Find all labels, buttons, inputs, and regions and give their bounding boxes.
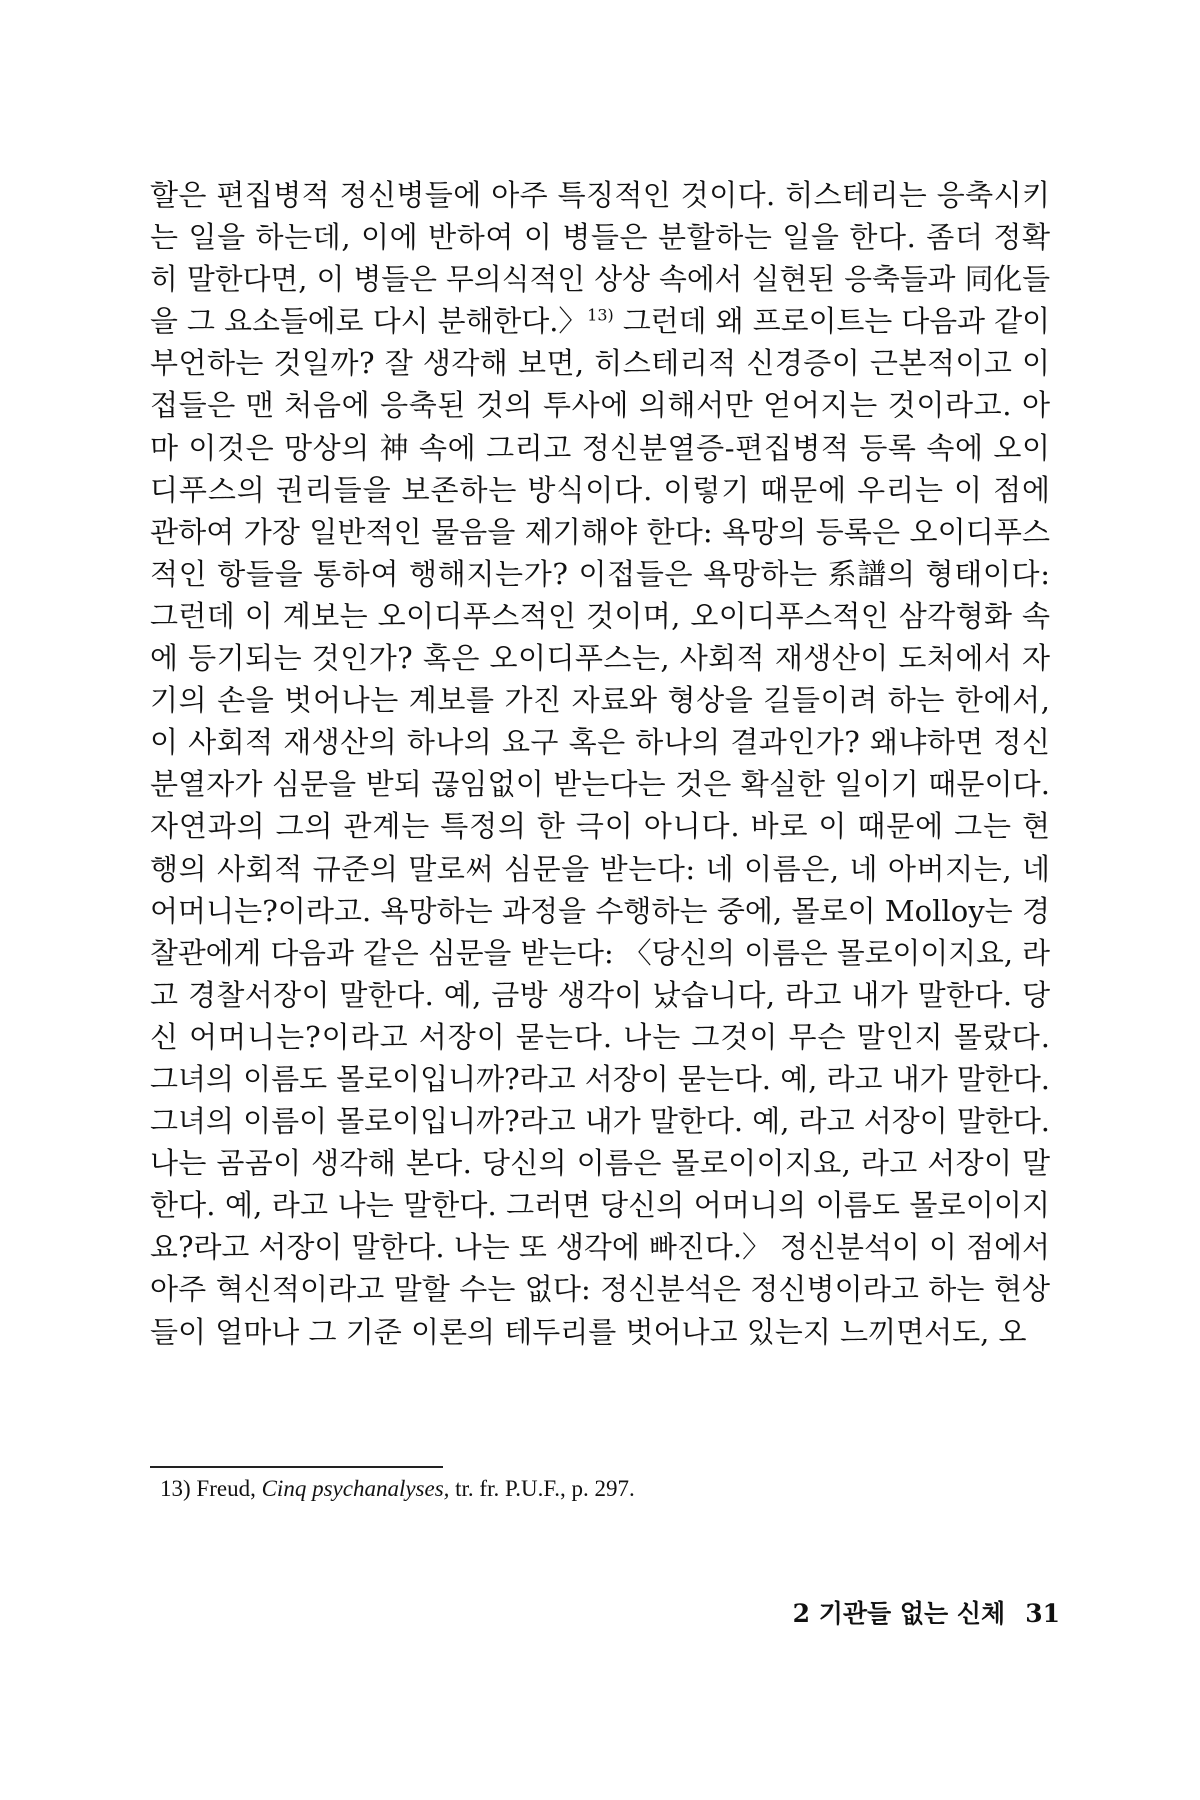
text-line <box>150 932 1050 974</box>
text-line <box>150 1058 1050 1100</box>
text-line <box>150 721 1050 763</box>
footnote-reference: 13) <box>587 305 614 325</box>
text-line <box>150 890 1050 932</box>
text-line <box>150 805 1050 847</box>
footnote-rule <box>150 1466 443 1468</box>
chapter-title: 2 기관들 없는 신체 <box>792 1599 1006 1628</box>
text-line <box>150 848 1050 890</box>
text-line <box>150 216 1050 258</box>
text-line-content <box>150 1142 1050 1184</box>
text-run: 적인 항들을 통하여 행해지는가? 이접들은 욕망하는 系譜의 형태이다: <box>150 556 1051 591</box>
text-line-content <box>150 511 1050 553</box>
text-line-content <box>150 890 1050 932</box>
text-line-content <box>150 1058 1050 1100</box>
text-run: 그런데 이 계보는 오이디푸스적인 것이며, 오이디푸스적인 삼각형화 속 <box>150 598 1051 633</box>
text-line <box>150 1100 1050 1142</box>
text-run: 어머니는?이라고. 욕망하는 과정을 수행하는 중에, 몰로이 Molloy는 경 <box>150 893 1051 928</box>
text-line <box>150 637 1050 679</box>
text-line-content <box>150 216 1051 258</box>
body-text <box>150 174 1050 1353</box>
text-run: 그녀의 이름도 몰로이입니까?라고 서장이 묻는다. 예, 라고 내가 말한다. <box>150 1061 1050 1096</box>
text-line-content <box>150 1016 1051 1058</box>
text-run: 히 말한다면, 이 병들은 무의식적인 상상 속에서 실현된 응축들과 同化들 <box>150 262 1050 297</box>
text-run: 아주 혁신적이라고 말할 수는 없다: 정신분석은 정신병이라고 하는 현상 <box>150 1272 1051 1307</box>
text-line-content <box>150 384 1051 426</box>
footnote <box>160 1476 635 1502</box>
text-line <box>150 553 1050 595</box>
text-line <box>150 595 1050 637</box>
text-run: 들이 얼마나 그 기준 이론의 테두리를 벗어나고 있는지 느끼면서도, 오 <box>150 1314 1027 1349</box>
text-line <box>150 258 1050 300</box>
text-line <box>150 763 1050 805</box>
text-line-content <box>150 974 1050 1016</box>
text-run: 신 어머니는?이라고 서장이 묻는다. 나는 그것이 무슨 말인지 몰랐다. <box>150 1019 1051 1054</box>
text-run: 요?라고 서장이 말한다. 나는 또 생각에 빠진다.〉 정신분석이 이 점에서 <box>150 1230 1050 1265</box>
footnote-marker: 13) <box>160 1476 191 1501</box>
text-line <box>150 174 1050 216</box>
text-line <box>150 1184 1050 1226</box>
text-run: 나는 곰곰이 생각해 본다. 당신의 이름은 몰로이이지요, 라고 서장이 말 <box>150 1146 1051 1181</box>
text-line-content <box>150 1184 1050 1226</box>
text-line-content <box>150 637 1050 679</box>
text-line <box>150 974 1050 1016</box>
text-line-content <box>150 342 1050 384</box>
text-line <box>150 384 1050 426</box>
text-line <box>150 342 1050 384</box>
text-line-content <box>150 300 1050 342</box>
text-run: 분열자가 심문을 받되 끊임없이 받는다는 것은 확실한 일이기 때문이다. <box>150 767 1051 802</box>
text-run: 디푸스의 권리들을 보존하는 방식이다. 이렇기 때문에 우리는 이 점에 <box>150 472 1051 507</box>
text-line-content <box>150 174 1050 216</box>
text-line-content <box>150 805 1051 847</box>
text-line <box>150 427 1050 469</box>
text-line-content <box>150 1268 1050 1310</box>
page-number: 31 <box>1025 1599 1060 1628</box>
text-line <box>150 1142 1050 1184</box>
text-line-content <box>150 427 1051 469</box>
text-line <box>150 1016 1050 1058</box>
text-line-content <box>150 553 1051 595</box>
text-line-content <box>150 1226 1050 1268</box>
text-line <box>150 300 1050 342</box>
text-line <box>150 679 1050 721</box>
text-line <box>150 1311 1050 1353</box>
text-run: 찰관에게 다음과 같은 심문을 받는다: 〈당신의 이름은 몰로이이지요, 라 <box>150 935 1050 970</box>
text-line <box>150 1268 1050 1310</box>
text-run: 이 사회적 재생산의 하나의 요구 혹은 하나의 결과인가? 왜냐하면 정신 <box>150 725 1051 760</box>
text-run: 행의 사회적 규준의 말로써 심문을 받는다: 네 이름은, 네 아버지는, 네 <box>150 851 1051 886</box>
text-line <box>150 1226 1050 1268</box>
text-run: 을 그 요소들에로 다시 분해한다.〉 <box>150 304 588 339</box>
text-line-content <box>150 932 1050 974</box>
text-line-content <box>150 1311 1027 1353</box>
text-run: 한다. 예, 라고 나는 말한다. 그러면 당신의 어머니의 이름도 몰로이이지 <box>150 1188 1051 1223</box>
text-line-content <box>150 258 1050 300</box>
text-line <box>150 511 1050 553</box>
text-run: 기의 손을 벗어나는 계보를 가진 자료와 형상을 길들이려 하는 한에서, <box>150 683 1051 718</box>
text-run: 부언하는 것일까? 잘 생각해 보면, 히스테리적 신경증이 근본적이고 이 <box>150 346 1051 381</box>
text-line-content <box>150 848 1051 890</box>
text-run: 자연과의 그의 관계는 특정의 한 극이 아니다. 바로 이 때문에 그는 현 <box>150 809 1051 844</box>
text-run: 할은 편집병적 정신병들에 아주 특징적인 것이다. 히스테리는 응축시키 <box>150 178 1051 212</box>
text-line-content <box>150 469 1051 511</box>
text-line-content <box>150 679 1051 721</box>
footnote-title: Cinq psychanalyses, <box>261 1476 450 1501</box>
text-run: 마 이것은 망상의 神 속에 그리고 정신분열증-편집병적 등록 속에 오이 <box>150 430 1051 465</box>
text-run: 그녀의 이름이 몰로이입니까?라고 내가 말한다. 예, 라고 서장이 말한다. <box>150 1104 1050 1139</box>
text-line-content <box>150 763 1050 805</box>
text-line <box>150 469 1050 511</box>
text-run: 는 일을 하는데, 이에 반하여 이 병들은 분할하는 일을 한다. 좀더 정확 <box>150 220 1051 255</box>
text-line-content <box>150 721 1050 763</box>
text-run: 그런데 왜 프로이트는 다음과 같이 <box>613 304 1050 339</box>
text-run: 관하여 가장 일반적인 물음을 제기해야 한다: 욕망의 등록은 오이디푸스 <box>150 514 1051 549</box>
text-line-content <box>150 595 1050 637</box>
footnote-author: Freud, <box>196 1476 256 1501</box>
footnote-rest: tr. fr. P.U.F., p. 297. <box>455 1476 635 1501</box>
text-line-content <box>150 1100 1050 1142</box>
running-footer <box>793 1594 1060 1630</box>
text-run: 고 경찰서장이 말한다. 예, 금방 생각이 났습니다, 라고 내가 말한다. 당 <box>150 977 1051 1012</box>
text-run: 에 등기되는 것인가? 혹은 오이디푸스는, 사회적 재생산이 도처에서 자 <box>150 641 1051 676</box>
text-run: 접들은 맨 처음에 응축된 것의 투사에 의해서만 얻어지는 것이라고. 아 <box>150 388 1051 423</box>
